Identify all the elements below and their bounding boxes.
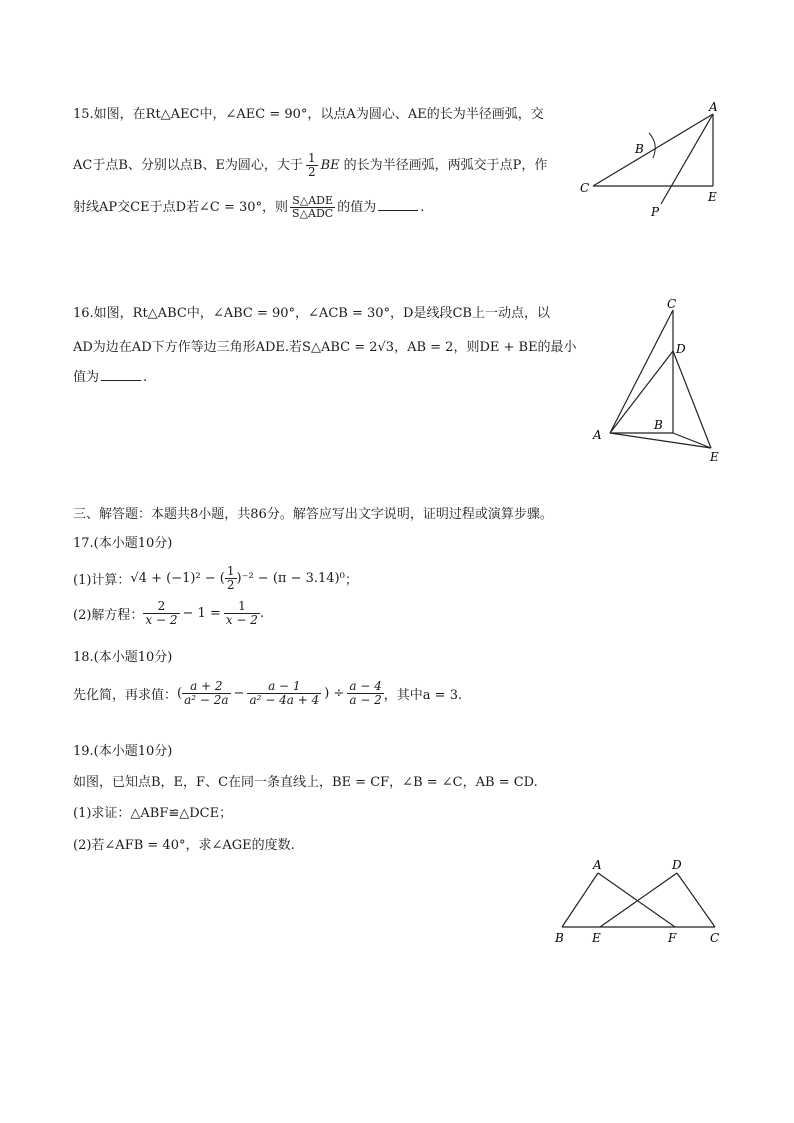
fig16-line-ac [610,310,673,433]
q15-line2 [73,152,547,179]
q18-fraction1 [182,680,230,707]
q17-p2-num2: 1 [224,600,260,614]
q17-p2-den1: x − 2 [145,613,178,628]
section3-heading: 三、解答题：本题共8小题，共86分。解答应写出文字说明，证明过程或演算步骤。 [73,507,553,522]
q15-line1: 15.如图，在Rt△AEC中，∠AEC = 90°，以点A为圆心、AE的长为半径画弧，交 [73,107,544,122]
q18-head: 18.(本小题10分) [73,650,173,665]
q15-end: . [420,200,425,216]
fig15-ray-ap [661,114,713,204]
fig16-line-de [673,351,711,448]
figure-19 [550,855,730,950]
q15-line3-a: 射线AP交CE于点D若∠C = 30°，则 [73,200,289,216]
fig16-label-d: D [676,342,686,356]
q17-p1-den: 2 [226,578,235,593]
q17-p2-fraction1 [143,600,179,627]
fig19-line-af [598,873,675,927]
fig15-label-a: A [709,100,718,114]
q18-n2: a − 1 [247,680,321,694]
fig15-label-p: P [651,205,660,219]
q18-d1: a² − 2a [184,693,229,708]
fig19-label-e: E [592,931,601,945]
figure-16 [585,298,725,468]
fig19-label-b: B [555,931,564,945]
q18-tail: ，其中a = 3. [383,688,463,704]
q17-head: 17.(本小题10分) [73,536,173,551]
q19-part1: (1)求证：△ABF≌△DCE； [73,806,233,821]
fig19-line-ab [562,873,598,927]
q15-half-fraction [306,152,318,179]
q15-line2-a: AC于点B、分别以点B、E为圆心，大于 [73,158,303,174]
fig19-label-f: F [668,931,677,945]
q18-expression [73,680,462,707]
q15-half-num: 1 [307,151,316,165]
fig15-line-ac [593,114,713,186]
fig15-label-c: C [580,181,590,195]
q16-line1: 16.如图，Rt△ABC中，∠ABC = 90°，∠ACB = 30°，D是线段CB上一动点，以 [73,306,550,321]
q17-p1-num: 1 [226,564,235,578]
q17-part1 [73,565,358,592]
q15-line2-b: 的长为半径画弧，两弧交于点P，作 [343,158,548,174]
q18-n3: a − 4 [349,679,382,693]
fig19-line-de [600,873,677,927]
q16-line3 [73,366,147,385]
q15-s-ade: S△ADE [290,195,335,208]
q17-p1-end: ； [344,573,358,589]
fig16-label-c: C [667,298,677,311]
q17-p2-label: (2)解方程： [73,608,144,624]
q15-line3 [73,195,424,220]
fig19-label-c: C [710,931,720,945]
q18-fraction3 [347,680,383,707]
q18-minus: − [233,686,245,702]
fig19-line-dc [677,873,715,927]
q18-n1: a + 2 [182,680,230,694]
q15-line3-b: 的值为 [337,200,377,216]
q17-p2-end: . [259,606,265,622]
fig16-label-b: B [654,418,663,432]
q16-answer-blank [101,379,141,381]
fig15-label-b: B [635,142,644,156]
q15-be: BE [320,158,340,174]
q18-d2: a² − 4a + 4 [249,693,320,708]
q17-p1-fraction [225,565,237,592]
fig16-label-a: A [593,428,602,442]
fig16-label-e: E [710,450,719,464]
q19-part2: (2)若∠AFB = 40°，求∠AGE的度数. [73,838,295,853]
fig16-line-ad [610,351,673,433]
fig19-label-a: A [593,858,602,872]
q16-line2: AD为边在AD下方作等边三角形ADE.若S△ABC = 2√3，AB = 2，则DE + BE的最小 [73,340,577,355]
q17-part2 [73,600,264,627]
q17-p2-den2: x − 2 [225,613,258,628]
q15-half-den: 2 [307,165,316,180]
q15-answer-blank [378,209,418,211]
fig15-label-e: E [708,190,717,204]
q18-open: ( [177,686,183,702]
q17-p1-expr-a: √4 + (−1)² − ( [130,571,225,587]
q19-head: 19.(本小题10分) [73,744,173,759]
fig19-label-d: D [672,858,682,872]
q17-p1-expr-b: )⁻² − (π − 3.14)⁰ [236,571,345,587]
q19-line1: 如图，已知点B，E，F、C在同一条直线上，BE = CF，∠B = ∠C，AB = CD. [73,775,538,790]
q16-end: . [143,370,148,385]
q18-d3: a − 2 [349,693,382,708]
q17-p2-fraction2 [224,600,260,627]
q16-line3-text: 值为 [73,370,100,385]
q17-p2-num1: 2 [143,600,179,614]
q15-area-fraction [290,195,335,220]
q15-s-adc: S△ADC [292,207,334,221]
q17-p1-label: (1)计算： [73,573,131,589]
fig16-line-ae [610,433,711,448]
q18-close: ) ÷ [324,686,345,702]
figure-15 [575,100,735,225]
q18-label: 先化简，再求值： [73,688,178,704]
q17-p2-mid: − 1 = [182,606,221,622]
q18-fraction2 [247,680,321,707]
fig15-arc [649,133,655,158]
